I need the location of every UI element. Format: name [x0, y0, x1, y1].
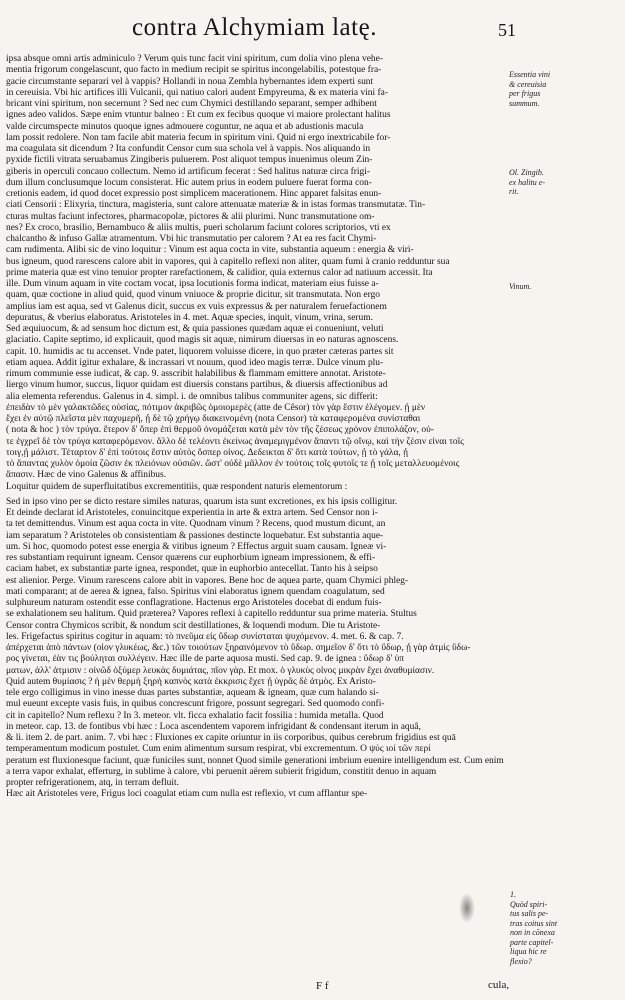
text-line: alia elementa referendus. Galenus in 4. simpl. i. de omnibus talibus communiter agens, sic differit:	[6, 391, 378, 402]
text-line: prime materia quæ est vino tenuior propter rarefactionem, & calidior, quia externus calor ad natiuum accessit. Ita	[6, 267, 433, 278]
marginal-note-spiritus	[510, 890, 557, 966]
marginal-note-line: liqua hic re	[510, 947, 547, 956]
text-line: cit in capitello? Num reflexu ? In 3. meteor. vlt. ficca exhalatio facit fossilia : humida metalla. Quod	[6, 710, 384, 721]
marginal-note-line: summum.	[509, 98, 540, 108]
text-line: peratum est fluxionesque faciunt, quæ funiciles sunt, nonnet Quod simile generationi imbrium euenire intelligendum est. Cum enim	[6, 755, 504, 766]
text-line: & li. item 2. de part. anim. 7. vbi hæc : Fluxiones ex capite oriuntur in iis corporibus, quibus cerebrum frigidius est quā	[6, 733, 456, 743]
text-line: rimum communie esse iudicat, & cap. 9. asscribit halabilibus & flammam emittere annotat. Aristote-	[6, 369, 386, 379]
text-line: ἀπέρχεται ἀπὸ πάντων (οἶον γλυκέως, &c.) τῶν τοιούτων ξηραινόμενον τὸ ὕδωρ. σημεῖον δ' ὅτι τὸ ὕδωρ, ᾗ γὰρ ἀτμὶς ὕδω-	[6, 643, 471, 653]
marginal-note-line: Ol. Zingib.	[509, 168, 544, 177]
marginal-note-line: tras coitus sint	[510, 918, 558, 928]
text-line: pyxide fictili vitrata seruabamus Zingiberis puluerem. Post aliquot tempus inuenimus oleum Zin-	[6, 155, 373, 166]
text-line: liergo vinum humor, succus, liquor quidam est diuersis constans partibus, & diuersis affectionibus ad	[6, 380, 388, 391]
text-line: ciati Censorii : Elixyria, tinctura, magisteria, sunt calore attenuatæ materiæ & in istas formas transmutatæ. Tin-	[6, 200, 426, 211]
text-line: um. Si hoc, quomodo potest esse energia & vitibus igneum ? Effectus arguit suam causam. Igneæ vi-	[6, 541, 387, 552]
text-line: τὸ ἅπαντας χυλὸν ὁμοία ζῶσιν ἐκ πλειόνων οὐσιῶν. ὥστ' οὐδὲ μᾶλλον ἐν τούτοις τοῖς φυτοῖς τε ᾗ τοῖς μεταλλευομένοις	[6, 459, 460, 469]
text-line: cam rudimenta. Alibi sic de vino loquitur : Vinum est aqua cocta in vite, substantia aqueum : energia & viri-	[6, 245, 414, 256]
page-header	[0, 14, 625, 48]
text-line: Sed æquiuocum, & ad sensum hoc dictum est, & quia passiones quædam aquæ ei conueniunt, veluti	[6, 324, 384, 334]
text-line: propter refrigerationem, atq, in terram defluit.	[6, 778, 179, 788]
text-line: caciam habet, ex substantiæ parte ignea, respondet, quæ in euphorbio antecellat. Tanto his à seipso	[6, 564, 378, 575]
text-line: τε ἐγχρεῖ δὲ τὸν τρύγα καταφερόμενον. ἄλλο δὲ τελέοντι ἐκείνως ἀναμεμιγμένον ἅπαντι τῷ οἴνῳ, καὶ τὴν ζέσιν εἶναι τοῖς	[6, 436, 464, 447]
text-line: ἐπειδὰν τὸ μὲν γαλακτῶδες οὐσίας, πότιμον ἀκριβῶς ὁμοιομερὲς (atte de Cêsor) τὸν γὰρ ἔστιν ἐλέγομεν. ᾗ μὲν	[6, 402, 426, 413]
marginal-note-line: parte capitel-	[510, 937, 554, 947]
text-line: res substantiam requirunt igneam. Censor quærens cur euphorbium igneam impressionem, & effi-	[6, 553, 376, 563]
text-line: ta tet demittendus. Vinum est aqua cocta in vite. Quodnam vinum ? Recens, quod mustum dicunt, an	[6, 519, 386, 530]
running-title: contra Alchymiam latę.	[132, 14, 377, 41]
text-line: ματων, ἀλλ' ἀτμισιν : οἰνῶδ ὀξύμερ λευκὰς δυμιάτας, πῖον γὰρ. Et mox. ὁ γλυκὺς οἶνος μικρὰν ἔχει ἀναθυμίασιν.	[6, 665, 435, 676]
text-line: ignes adeo validos. Sæpe enim vtuntur balneo : Et cum ex fecibus quoque vi maiore prolectant halitus	[6, 110, 391, 121]
marginal-note-line: ex halitu e-	[509, 177, 545, 187]
text-line: dum illum conclusumque locum consisterat. Hic autem prius in eodem puluere fuerat forma con-	[6, 177, 372, 188]
text-line: nes? Ex croco, brasilio, Bernambuco & aliis multis, pueri scholarum faciunt colores scriptorios, vti ex	[6, 222, 391, 233]
ink-blot	[459, 893, 475, 923]
text-line: ἅπασιν. Hæc de vino Galenus & affinibus.	[6, 470, 167, 481]
text-line: giberis in operculi concauo collectum. Nemo id artificum fecerat : Sed halitus naturæ circa frigi-	[6, 166, 370, 177]
text-line: tele ergo colligimus in vino inesse duas partes substantiæ, aqueam & igneam, quæ cum halando si-	[6, 688, 379, 698]
text-line: sulphureum naturam ostendit esse conflagratione. Hactenus ergo Aristoteles docebat di endum fuis-	[6, 598, 382, 608]
marginal-note-vinum	[509, 282, 531, 292]
text-line: ( nota & hoc ) τὸν τρύγα. ἕτερον δ' ὅπερ ἐπὶ θερμοῦ ὀνομάζεται κατὰ μὲν τὸν τῆς ζέσεως χρόνον ἐπιπολάζον, οὐ-	[6, 425, 434, 436]
text-line: gacie circumstante separari vel à vappis? Hollandi in noua Zembla hybernantes idem experti sunt	[6, 76, 374, 87]
text-line: ipsa absque omni artis adminiculo ? Verum quis tunc facit vini spiritum, cum dolia vino plena vehe-	[6, 54, 383, 64]
text-line: cturas multas faciunt infectores, pharmacopolæ, pictores & alii plurimi. Nunc transmutatione om-	[6, 211, 375, 222]
text-line: iam separatum ? Aristoteles ob consistentiam & passiones destincte loquebatur. Est substantia aque-	[6, 530, 384, 541]
text-line: chalcantho & infuso Gallæ atramentum. Vbi hic transmutatio per calorem ? At ea res facit Chymi-	[6, 234, 377, 244]
text-line: Et deinde declarat id Aristoteles, conuincitque experientia in arte & extra artem. Sed Censor non i-	[6, 508, 378, 518]
marginal-note-line: & cereuisia	[509, 79, 547, 89]
main-text-block	[6, 54, 506, 966]
text-line: quam, quæ coctione in aliud quid, quod vinum vniuoce & proprie dicitur, sit transmutata. Non ergo	[6, 290, 380, 301]
marginal-note-line: flexio?	[510, 956, 532, 966]
text-line: Loquitur quidem de superfluitatibus excrementitiis, quæ respondent naturis elementorum :	[6, 481, 348, 492]
text-line: glaciatio. Capite septimo, id explicauit, quod magis sit aquæ, nimirum diuersas in eo naturas agnoscens.	[6, 335, 399, 346]
marginal-note-line: non in cōnexa	[510, 928, 555, 937]
text-line: les. Frigefactus spiritus cogitur in aquam: τὸ πνεῦμα εἰς ὕδωρ συνίσταται ψυχόμενον. 4. met. 6. & cap. 7.	[6, 631, 404, 642]
marginal-note-line: rit.	[509, 187, 519, 196]
text-line: τοιγ,ᾗ μάλιστ. Τέταρτον δ' ἐπὶ τούτοις ἔστιν αὐτὸς ὅσπερ οἶνος. Δεδεικται δ' ὅτι κατὰ τούτων, ᾗ τὸ γάλα, ᾗ	[6, 447, 409, 458]
text-line: cretionis eadem, id quod docet expressio post simplicem macerationem. Hinc apparet falsitas enun-	[6, 189, 382, 199]
text-line: depuratus, & vberius elaboratus. Aristoteles in 4. met. Aquæ species, inquit, vinum, vrina, serum.	[6, 312, 373, 323]
text-line: Hæc ait Aristoteles vere, Frigus loci coagulat etiam cum nulla est reflexio, vt cum afflantur spe-	[6, 789, 368, 800]
marginal-note-line: Quòd spiri-	[510, 899, 548, 909]
marginal-note-line: tus salis pe-	[510, 909, 549, 918]
text-line: se exhalationem seu halitum. Quid præterea? Vapores reflexi à capitello redduntur sua prime materia. Stultus	[6, 609, 417, 620]
text-line: ρος γίνεται, ἐὰν τις βούληται συλλέγειν. Hæc ille de parte aquosa musti. Sed cap. 9. de ignea : ὕδωρ δ' ὑπ	[6, 654, 405, 665]
text-line: Sed in ipso vino per se dicto restare similes naturas, quarum ista sunt excretiones, ex his ipsis colligitur.	[6, 496, 398, 507]
text-line: capit. 10. humidis ac tu accenset. Vnde patet, liquorem voluisse dicere, in quo præter cæteras partes sit	[6, 346, 394, 357]
text-line: in meteor. cap. 13. de fontibus vbi hæc : Loca ascendentem vaporem infrigidant & condensant iterum in aquâ,	[6, 721, 421, 732]
text-line: ma coagulata sit dicendum ? Ita confundit Censor cum sua schola vel à vappis. Nos aliquando in	[6, 144, 371, 154]
text-line: etiam aquea. Addit igitur exhalare, & incrassari vt nouum, quod ideo magis terræ. Dulce vinum plu-	[6, 357, 384, 368]
marginal-note-essentia	[509, 70, 550, 108]
text-line: bricant vini spiritum, non secernunt ? Sed nec cum Chymici destillando separant, semper adhibent	[6, 99, 377, 109]
text-line: mul eueunt excepte vasis fuis, in quibus concrescunt frigore, possunt segregari. Sed quomodo confi-	[6, 699, 385, 710]
text-line: est alienior. Perge. Vinum rarescens calore abit in vapores. Bene hoc de aquea parte, quam Chymici phleg-	[6, 575, 409, 586]
text-line: temperamentum modicum postulet. Cum enim alimentum sursum respirat, vbi excrementum. O ψύς ιοί τῶν περί	[6, 744, 431, 755]
text-line: ἔχει ἐν αὐτῷ πλεῖστα μὲν παχυμερῆ, ᾗ δὲ τῷ χρήγῳ διακεινομένη (nota Censor) τὰ καταφερομένα συνίσταθαι	[6, 414, 421, 424]
catchword: cula,	[488, 979, 510, 991]
text-line: Quid autem θυμίασις ? ἡ μὲν θερμὴ ξηρὴ καπνὸς κατὰ ἐκκρισις ἔχετ ᾗ ὑγρᾶς δὲ ἀτμὸς. Ex Aristo-	[6, 676, 376, 687]
marginal-note-zingiber	[509, 168, 545, 197]
text-line: lam possit redolere. Non tam facile abit materia fecum in spiritum vini. Quid ni ergo inextricabile for-	[6, 132, 391, 143]
signature-mark: F f	[316, 980, 329, 992]
page-number: 51	[498, 20, 516, 40]
marginal-note-line: 1.	[510, 890, 516, 899]
marginal-note-line: per frigus	[509, 89, 541, 98]
text-line: bus igneum, quod rarescens calore abit in vapores, qui à capitello reflexi non aliter, quam fumi à cranio redduntur sua	[6, 256, 450, 267]
marginal-note-line: Essentia vini	[509, 70, 551, 79]
text-line: a terra vapor exhalat, efferturg, in sublime à calore, vbi peruenit aërem subierit frigidum, constitit denuo in aquam	[6, 766, 437, 777]
text-line: mati comparant; at de aerea & ignea, falso. Spiritus vini elaboratus ignem quendam coagulatum, sed	[6, 586, 385, 597]
text-line: in cereuisia. Vbi hic artifices illi Vulcanii, qui natiuo calori audent Empyreuma, & ex materia vini fa-	[6, 87, 388, 98]
text-line: valde circumspecte minutos quoque ignes admouere coguntur, ne aqua et ab adustionis macula	[6, 121, 364, 132]
text-line: Censor contra Chymicos scribit, & nondum scit destillationes, & loquendi modum. Die tu Aristote-	[6, 620, 381, 631]
text-line: amplius iam est aqua, sed vt Galenus dicit, succus ex vuis expressus & per naturalem feruefactionem	[6, 301, 387, 312]
text-line: ille. Dum vinum aquam in vite coctam vocat, ipsa locutionis forma indicat, materiam eius fuisse a-	[6, 279, 379, 289]
marginal-note-line: Vinum.	[509, 282, 532, 291]
text-line: mentia frigorum congelascunt, quo facto in medium recipit se spiritus incongelabilis, potestque fra-	[6, 65, 382, 76]
